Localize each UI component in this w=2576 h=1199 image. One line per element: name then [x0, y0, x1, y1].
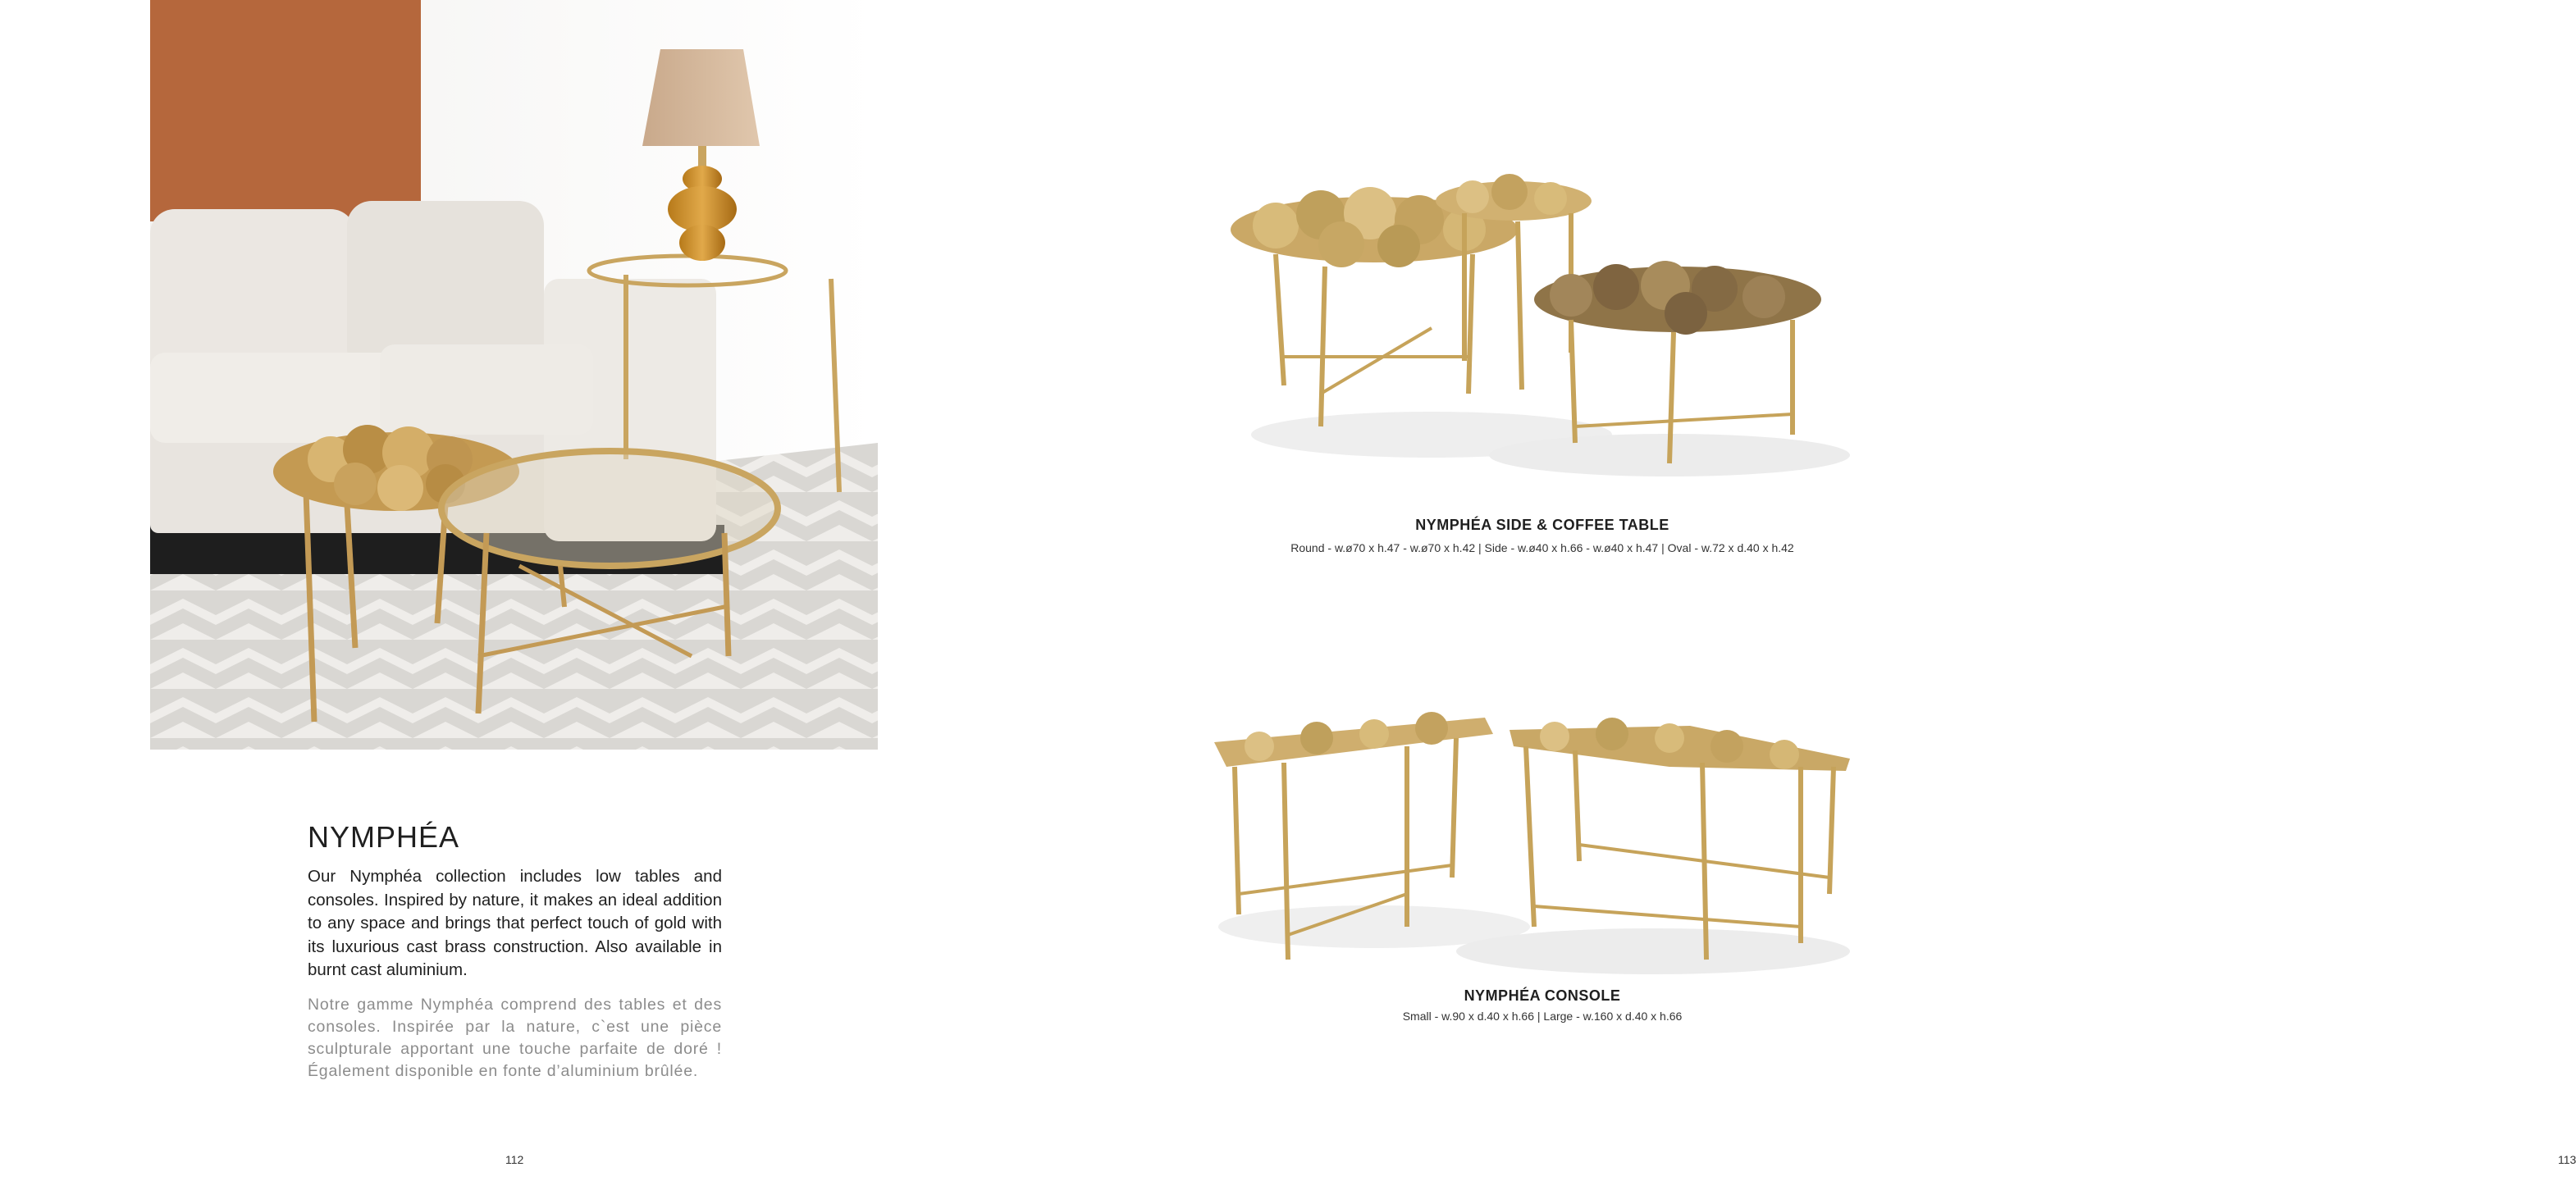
page-number-right: 113	[2558, 1153, 2576, 1166]
product-specs-console: Small - w.90 x d.40 x h.66 | Large - w.160 x d.40 x h.66	[1402, 1010, 1683, 1023]
left-page	[0, 0, 1025, 1199]
product-title-side-coffee: NYMPHÉA SIDE & COFFEE TABLE	[1415, 517, 1669, 533]
side-coffee-tables-photo	[1226, 172, 1825, 484]
large-console	[1510, 718, 1850, 960]
page-number-left: 112	[505, 1153, 524, 1166]
consoles-photo	[1210, 689, 1858, 992]
product-title-console: NYMPHÉA CONSOLE	[1464, 987, 1621, 1004]
terracotta-wall-panel	[150, 0, 421, 221]
oval-table	[1534, 261, 1821, 463]
collection-title: NYMPHÉA	[308, 820, 460, 854]
product-specs-side-coffee: Round - w.ø70 x h.47 - w.ø70 x h.42 | Side - w.ø40 x h.66 - w.ø40 x h.47 | Oval - w.72 x d.40 x h.42	[1290, 541, 1794, 554]
description-english: Our Nymphéa collection includes low tables and consoles. Inspired by nature, it makes an ideal addition to any space and brings that perfect touch of gold with its luxurious cast brass construction. Also available in burnt cast aluminium.	[308, 867, 722, 979]
description-french: Notre gamme Nymphéa comprend des tables et des consoles. Inspirée par la nature, c`est une pièce sculpturale apportant une touche parfaite de doré ! Également disponible en fonte d’aluminium brûlée.	[308, 996, 722, 1080]
living-room-photo	[150, 0, 878, 750]
round-table	[1231, 187, 1518, 426]
